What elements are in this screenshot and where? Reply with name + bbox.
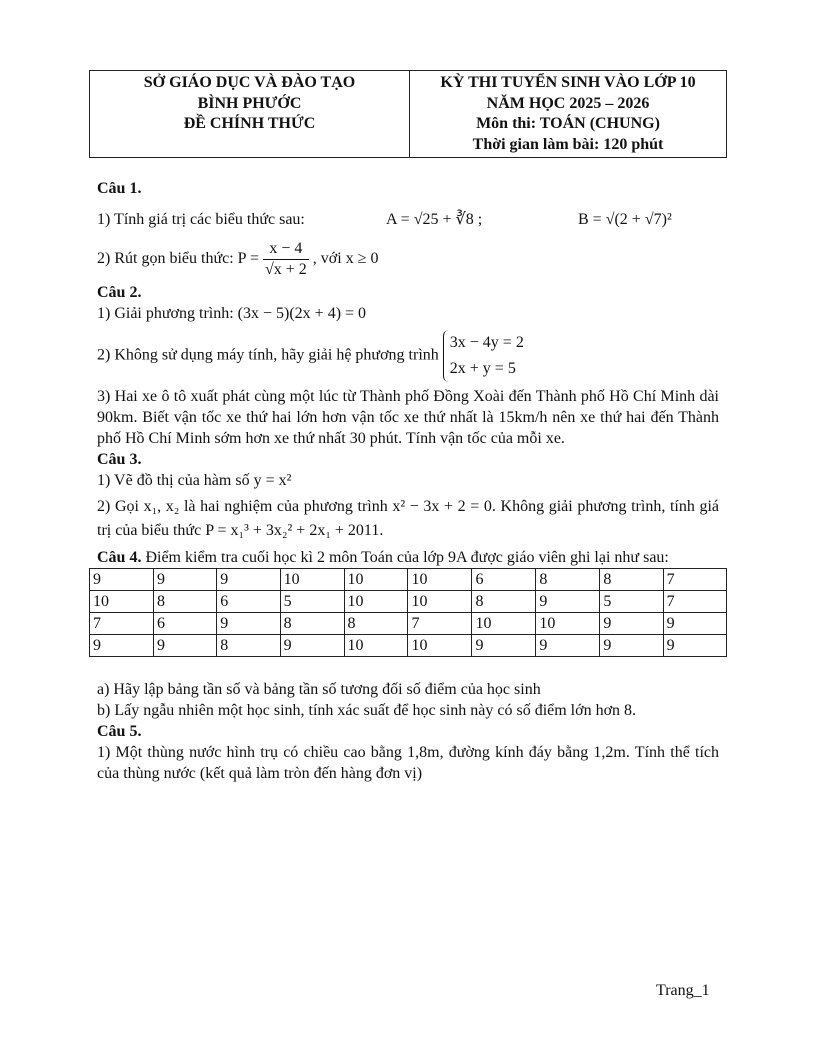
official-label: ĐỀ CHÍNH THỨC [183,115,316,132]
question-1-title: Câu 1. [97,180,142,197]
score-cell: 8 [344,613,408,635]
score-cell: 9 [663,613,726,635]
question-4-part-b: b) Lấy ngẫu nhiên một học sinh, tính xác suất để học sinh này có số điểm lớn hơn 8. [97,702,637,719]
score-cell: 8 [280,613,344,635]
q1-p2-condition: , với x ≥ 0 [312,250,379,268]
score-cell: 7 [408,613,472,635]
score-cell: 10 [472,613,536,635]
score-cell: 10 [408,569,472,591]
score-cell: 9 [536,591,600,613]
subject: Môn thi: TOÁN (CHUNG) [476,115,660,132]
score-cell: 9 [663,635,726,657]
score-cell: 9 [90,569,154,591]
exam-header [89,70,727,158]
score-cell: 9 [153,569,216,591]
question-3-part-1: 1) Vẽ đồ thị của hàm số y = x² [97,472,292,489]
score-cell: 10 [344,569,408,591]
score-cell: 7 [663,569,726,591]
score-cell: 10 [280,569,344,591]
score-cell: 10 [536,613,600,635]
province-name: BÌNH PHƯỚC [197,94,302,112]
q1-fraction [263,239,309,280]
q1-p1-text: 1) Tính giá trị các biểu thức sau: [97,211,305,228]
question-1-part-2 [97,239,719,280]
score-cell: 10 [90,591,154,613]
score-cell: 7 [663,591,726,613]
question-4-part-a: a) Hãy lập bảng tần số và bảng tần số tương đối số điểm của học sinh [97,681,541,698]
question-3-part-2: 2) Gọi x₁, x₂ là hai nghiệm của phương trình x² − 3x + 2 = 0. Không giải phương trình, tính giá trị của biểu thức P = x₁³ + 3x₂² + 2x₁ + 2011. [97,498,719,539]
q2-p2-text: 2) Không sử dụng máy tính, hãy giải hệ phương trình [97,346,439,364]
score-cell: 8 [600,569,663,591]
score-cell: 9 [217,613,280,635]
header-left [90,71,410,158]
q1-expr-b: B = √(2 + √7)² [578,211,672,228]
score-cell: 10 [408,591,472,613]
score-cell: 10 [344,635,408,657]
q1-expr-a: A = √25 + ∛8 ; [386,211,483,228]
exam-name: KỲ THI TUYỂN SINH VÀO LỚP 10 [440,74,696,91]
q2-equation-2: 2x + y = 5 [449,360,516,377]
q4-intro-text: Điểm kiểm tra cuối học kì 2 môn Toán của lớp 9A được giáo viên ghi lại như sau: [145,549,669,566]
score-cell: 9 [600,613,663,635]
question-5-part-1: 1) Một thùng nước hình trụ có chiều cao bằng 1,8m, đường kính đáy bằng 1,2m. Tính thể tích của thùng nước (kết quả làm tròn đến hàng đơn vị) [97,744,719,782]
department-name: SỞ GIÁO DỤC VÀ ĐÀO TẠO [143,74,356,91]
q1-p2-text: 2) Rút gọn biểu thức: P = [97,250,259,268]
table-row [90,635,727,657]
page-number: Trang_1 [656,982,710,999]
score-cell: 5 [600,591,663,613]
q1-fraction-denominator: √x + 2 [264,261,307,278]
score-cell: 9 [217,569,280,591]
question-2-part-3: 3) Hai xe ô tô xuất phát cùng một lúc từ Thành phố Đồng Xoài đến Thành phố Hồ Chí Minh dài 90km. Biết vận tốc xe thứ hai lớn hơn vận tốc xe thứ nhất là 15km/h nên xe thứ hai đến Thành phố Hồ Chí Minh sớm hơn xe thứ nhất 30 phút. Tính vận tốc của mỗi xe. [97,388,719,447]
duration: Thời gian làm bài: 120 phút [472,135,664,153]
score-cell: 5 [280,591,344,613]
question-2-part-2 [97,330,719,382]
table-row [90,569,727,591]
score-cell: 6 [217,591,280,613]
table-row [90,613,727,635]
question-4-title: Câu 4. [97,549,142,566]
score-cell: 8 [217,635,280,657]
q1-fraction-numerator: x − 4 [263,239,309,260]
score-cell: 9 [90,635,154,657]
score-cell: 6 [153,613,216,635]
score-cell: 9 [153,635,216,657]
q2-equation-1: 3x − 4y = 2 [449,334,524,351]
score-cell: 9 [600,635,663,657]
score-cell: 7 [90,613,154,635]
question-2-title: Câu 2. [97,284,142,301]
school-year: NĂM HỌC 2025 – 2026 [486,94,650,112]
score-cell: 9 [536,635,600,657]
score-cell: 9 [280,635,344,657]
question-5-title: Câu 5. [97,723,142,740]
question-1-part-1 [97,209,719,231]
score-cell: 8 [153,591,216,613]
score-cell: 10 [408,635,472,657]
q2-equation-system [443,330,524,382]
question-4-intro [97,547,719,568]
score-cell: 8 [472,591,536,613]
score-cell: 9 [472,635,536,657]
scores-table [89,568,727,657]
exam-page [89,70,727,784]
score-cell: 10 [344,591,408,613]
question-3-title: Câu 3. [97,451,142,468]
question-2-part-1: 1) Giải phương trình: (3x − 5)(2x + 4) = 0 [97,305,367,322]
header-right [410,71,727,158]
score-cell: 8 [536,569,600,591]
table-row [90,591,727,613]
score-cell: 6 [472,569,536,591]
